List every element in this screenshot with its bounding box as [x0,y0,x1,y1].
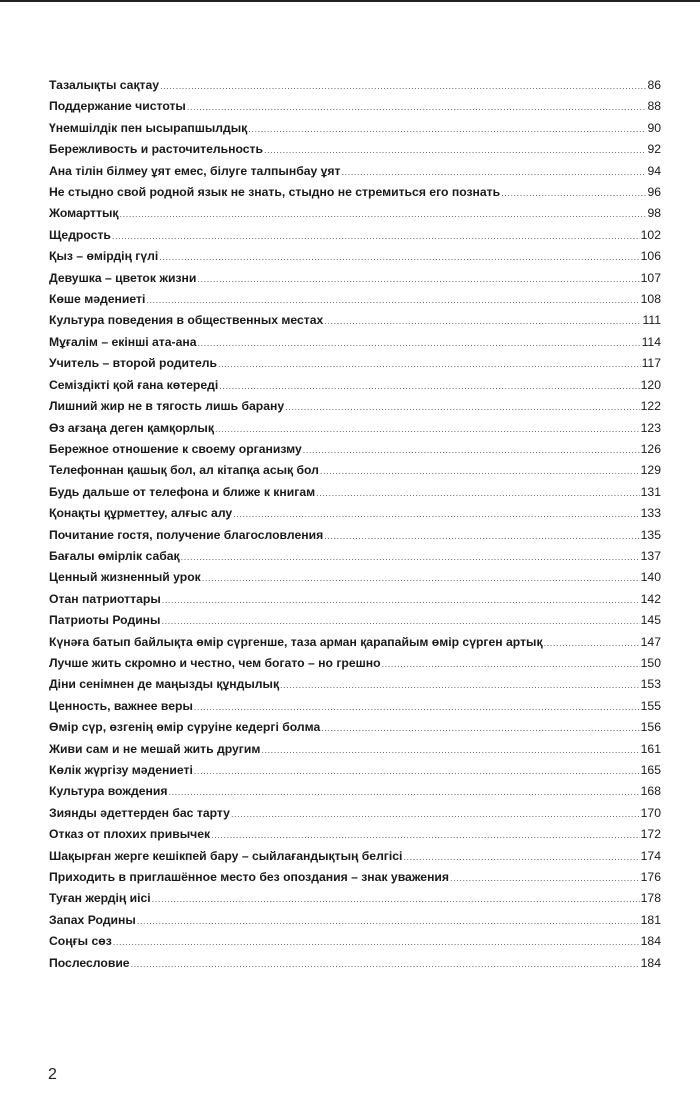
page-number: 2 [48,1066,57,1083]
toc-entry[interactable] [49,203,661,224]
toc-entry[interactable] [49,888,661,909]
toc-entry[interactable] [49,674,661,695]
toc-entry-page: 178 [640,891,661,906]
toc-entry-page: 92 [647,142,661,157]
toc-entry-page: 172 [640,827,661,842]
toc-entry-title: Поддержание чистоты [49,99,186,114]
toc-dot-leader [215,419,640,439]
toc-entry-title: Шақырған жерге кешікпей бару – сыйлағандықтың белгісі [49,848,403,863]
toc-entry-page: 137 [640,548,661,563]
toc-entry-title: Учитель – второй родитель [49,356,217,371]
toc-entry[interactable] [49,824,661,845]
toc-entry-title: Жомарттық [49,206,119,221]
toc-dot-leader [382,654,640,674]
toc-entry-title: Почитание гостя, получение благословления [49,527,324,542]
toc-dot-leader [161,611,639,631]
toc-entry[interactable] [49,268,661,289]
toc-dot-leader [137,911,640,931]
toc-dot-leader [197,269,639,289]
toc-entry-page: 170 [640,805,661,820]
toc-entry-title: Қыз – өмірдің гүлі [49,249,159,264]
toc-dot-leader [324,526,639,546]
toc-entry-title: Ценность, важнее веры [49,698,193,713]
toc-entry-title: Тазалықты сақтау [49,78,160,92]
toc-entry-page: 102 [640,227,661,242]
toc-entry-page: 129 [640,463,661,478]
toc-entry[interactable] [49,739,661,760]
toc-entry[interactable] [49,460,661,481]
toc-entry-page: 88 [647,99,661,114]
toc-entry-page: 145 [640,613,661,628]
toc-entry[interactable] [49,161,661,182]
toc-entry[interactable] [49,717,661,738]
toc-entry-page: 142 [640,591,661,606]
toc-dot-leader [544,633,640,653]
toc-entry-title: Запах Родины [49,912,136,927]
toc-entry-title: Лишний жир не в тягость лишь барану [49,399,285,414]
toc-entry[interactable] [49,332,661,353]
toc-entry[interactable] [49,781,661,802]
toc-entry-page: 174 [640,848,661,863]
toc-entry-title: Живи сам и не мешай жить другим [49,741,261,756]
toc-entry[interactable] [49,439,661,460]
toc-entry-title: Лучше жить скромно и честно, чем богато – но грешно [49,655,381,670]
toc-entry-page: 155 [640,698,661,713]
toc-entry-page: 153 [640,677,661,692]
toc-entry-title: Культура вождения [49,784,168,799]
toc-dot-leader [202,568,640,588]
toc-entry-title: Өмір сүр, өзгенің өмір сүруіне кедергі болма [49,720,321,735]
toc-entry-page: 111 [642,313,661,328]
toc-entry-page: 108 [640,292,661,307]
toc-entry[interactable] [49,375,661,396]
toc-entry-page: 140 [640,570,661,585]
toc-entry-title: Патриоты Родины [49,613,161,628]
toc-entry[interactable] [49,546,661,567]
toc-dot-leader [320,461,640,481]
toc-dot-leader [219,376,639,396]
toc-entry-title: Діни сенімнен де маңызды құндылық [49,677,280,692]
toc-entry-title: Бережное отношение к своему организму [49,441,302,456]
toc-dot-leader [261,740,639,760]
toc-dot-leader [146,290,639,310]
toc-entry[interactable] [49,867,661,888]
toc-dot-leader [187,97,647,117]
toc-entry[interactable] [49,910,661,931]
toc-entry-page: 126 [640,441,661,456]
toc-entry-page: 161 [640,741,661,756]
toc-entry-page: 131 [640,484,661,499]
toc-dot-leader [501,183,646,203]
toc-entry-title: Приходить в приглашённое место без опоздания – знак уважения [49,870,450,885]
toc-entry-title: Отан патриоттары [49,591,161,606]
toc-entry-title: Не стыдно свой родной язык не знать, стыдно не стремиться его познать [49,185,501,200]
toc-dot-leader [450,868,640,888]
toc-entry[interactable] [49,182,661,203]
toc-entry[interactable] [49,482,661,503]
toc-entry[interactable] [49,696,661,717]
toc-dot-leader [112,226,640,246]
toc-entry[interactable] [49,139,661,160]
toc-dot-leader [159,247,639,267]
toc-entry-title: Көлік жүргізу мәдениеті [49,763,193,777]
toc-entry-page: 150 [640,655,661,670]
toc-entry-title: Девушка – цветок жизни [49,270,197,285]
toc-entry[interactable] [49,75,661,96]
toc-entry[interactable] [49,353,661,374]
toc-entry[interactable] [49,289,661,310]
toc-entry-title: Соңғы сөз [49,934,112,949]
toc-entry[interactable] [49,503,661,524]
toc-entry-title: Ана тілін білмеу ұят емес, білуге талпынбау ұят [49,163,341,178]
toc-entry[interactable] [49,225,661,246]
toc-entry-title: Будь дальше от телефона и ближе к книгам [49,484,316,499]
toc-entry-page: 181 [640,912,661,927]
toc-entry-page: 147 [640,634,661,649]
toc-entry-page: 122 [640,399,661,414]
toc-entry-page: 120 [640,377,661,392]
toc-entry-title: Көше мәдениеті [49,292,146,307]
toc-entry-page: 96 [647,185,661,200]
toc-entry[interactable] [49,953,661,974]
toc-entry-page: 94 [647,163,661,178]
toc-entry-page: 86 [647,78,661,92]
toc-dot-leader [321,718,639,738]
toc-entry-page: 98 [647,206,661,221]
toc-dot-leader [198,333,641,353]
toc-entry[interactable] [49,589,661,610]
toc-dot-leader [231,804,640,824]
toc-dot-leader [324,311,641,331]
toc-dot-leader [403,847,639,867]
toc-entry-title: Отказ от плохих привычек [49,827,211,842]
table-of-contents [49,75,661,974]
toc-entry-page: 168 [640,784,661,799]
toc-entry[interactable] [49,846,661,867]
toc-entry-page: 133 [640,506,661,521]
toc-entry-page: 117 [641,356,661,371]
toc-entry-title: Туған жердің иісі [49,891,151,906]
toc-entry-title: Бағалы өмірлік сабақ [49,548,180,563]
toc-entry-title: Щедрость [49,227,111,242]
toc-entry-title: Телефоннан қашық бол, ал кітапқа асық бол [49,463,319,478]
toc-entry-page: 156 [640,720,661,735]
toc-entry-title: Зиянды әдеттерден бас тарту [49,805,230,820]
toc-entry[interactable] [49,246,661,267]
toc-entry-page: 106 [640,249,661,264]
toc-entry-page: 123 [640,420,661,435]
toc-entry[interactable] [49,418,661,439]
toc-entry-title: Үнемшілдік пен ысырапшылдық [49,120,248,135]
toc-entry[interactable] [49,803,661,824]
toc-entry[interactable] [49,931,661,952]
toc-entry-page: 107 [640,270,661,285]
toc-dot-leader [160,76,646,96]
toc-entry[interactable] [49,525,661,546]
toc-dot-leader [211,825,640,845]
toc-entry-title: Послесловие [49,955,130,970]
toc-dot-leader [285,397,640,417]
toc-entry-title: Қонақты құрметтеу, алғыс алу [49,506,233,521]
toc-entry-title: Мұғалім – екінші ата-ана [49,334,197,349]
toc-entry-page: 165 [640,763,661,777]
toc-entry-title: Культура поведения в общественных местах [49,313,324,328]
toc-entry-title: Бережливость и расточительность [49,142,263,157]
toc-dot-leader [218,354,641,374]
toc-dot-leader [131,954,640,974]
toc-entry-title: Ценный жизненный урок [49,570,201,585]
toc-entry[interactable] [49,567,661,588]
toc-entry-page: 176 [640,870,661,885]
toc-entry-page: 90 [647,120,661,135]
toc-dot-leader [316,483,640,503]
toc-dot-leader [113,932,640,952]
toc-dot-leader [120,204,647,224]
toc-entry[interactable] [49,310,661,331]
toc-dot-leader [264,140,646,160]
toc-entry-page: 135 [640,527,661,542]
toc-entry-title: Күнәға батып байлықта өмір сүргенше, таза арман қарапайым өмір сүрген артық [49,634,543,649]
toc-dot-leader [162,590,640,610]
toc-entry[interactable] [49,760,661,781]
toc-entry[interactable] [49,653,661,674]
toc-dot-leader [181,547,640,567]
toc-entry-title: Өз ағзаңа деген қамқорлық [49,420,214,435]
toc-dot-leader [233,504,639,524]
toc-entry[interactable] [49,96,661,117]
toc-entry[interactable] [49,610,661,631]
toc-dot-leader [168,782,639,802]
toc-entry[interactable] [49,396,661,417]
toc-dot-leader [248,119,646,139]
toc-dot-leader [342,162,647,182]
top-edge-divider [0,0,700,2]
toc-dot-leader [280,675,640,695]
toc-dot-leader [194,761,640,781]
toc-dot-leader [152,889,640,909]
toc-entry-page: 114 [641,334,661,349]
toc-entry[interactable] [49,632,661,653]
toc-entry[interactable] [49,118,661,139]
toc-entry-page: 184 [640,934,661,949]
toc-dot-leader [194,697,640,717]
toc-dot-leader [303,440,640,460]
toc-entry-page: 184 [640,955,661,970]
toc-entry-title: Семіздікті қой ғана көтереді [49,377,219,392]
